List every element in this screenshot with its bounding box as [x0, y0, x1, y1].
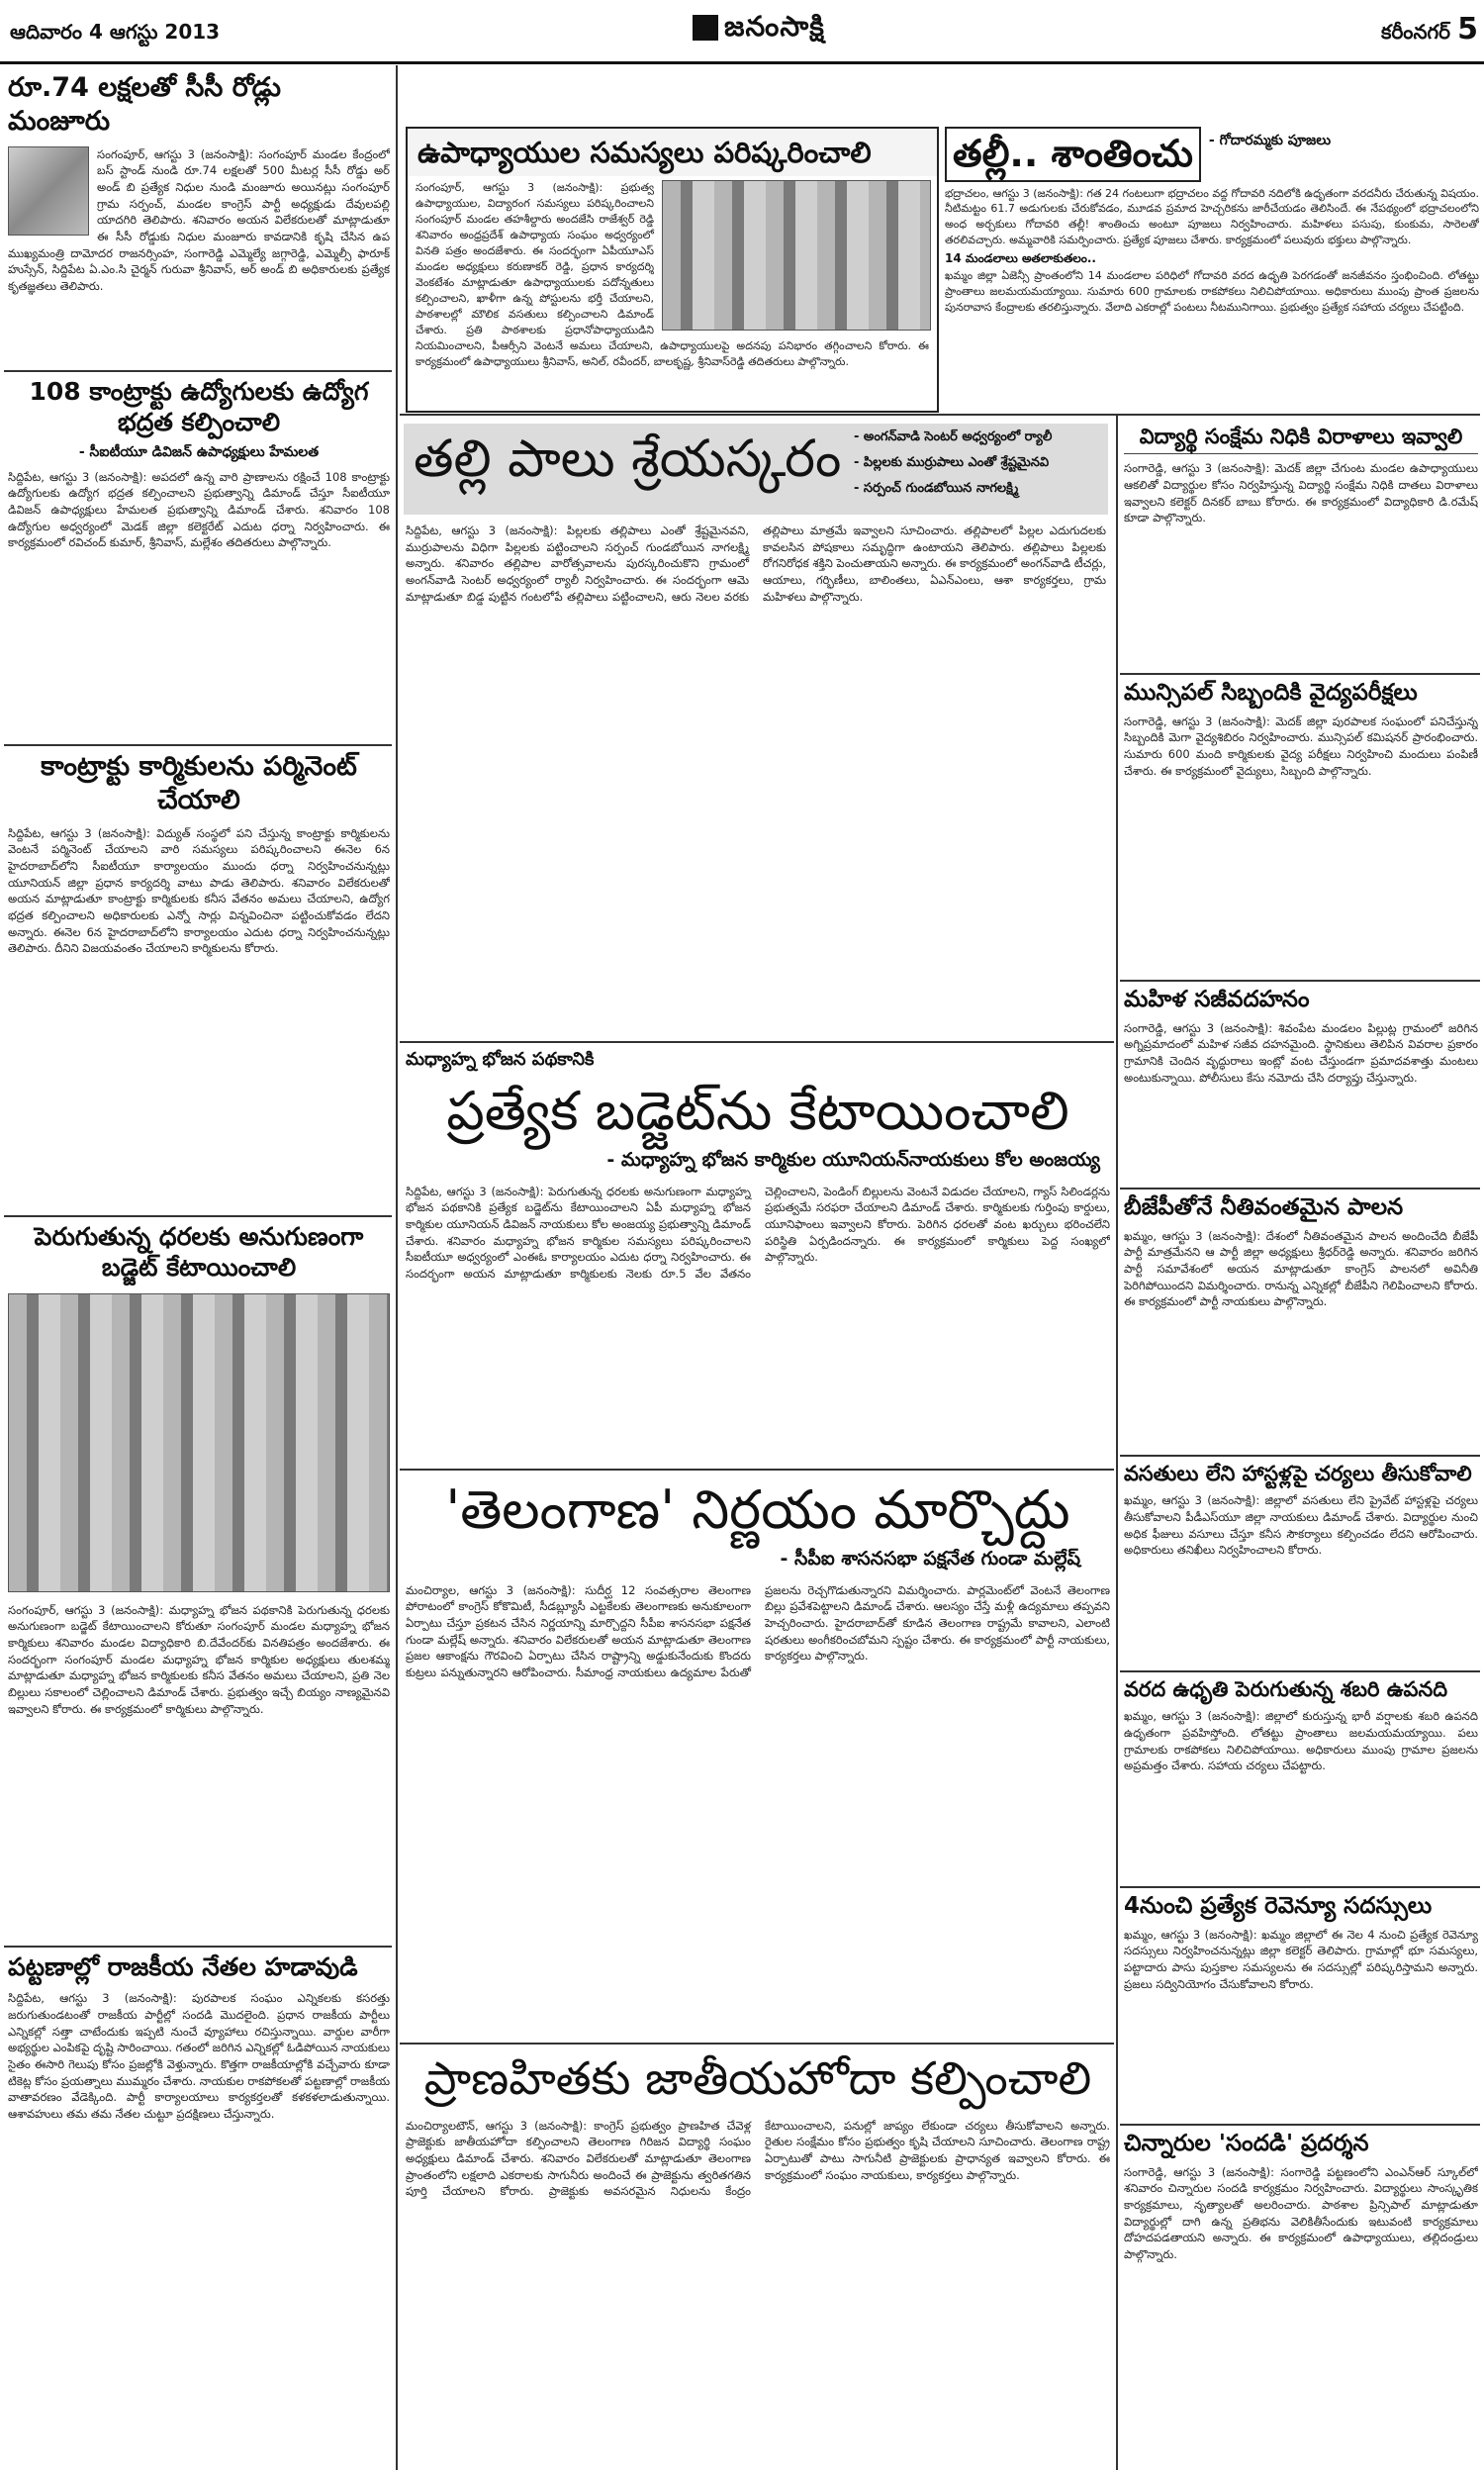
headline: వరద ఉధృతి పెరుగుతున్న శబరి ఉపనది: [1124, 1677, 1448, 1701]
headline: తల్లీ.. శాంతించు: [945, 127, 1201, 182]
subheadline: 14 మండలాలు అతలాకుతలం..: [945, 251, 1096, 266]
article-municipal-health: [1124, 679, 1478, 976]
article-body: సిద్దిపేట, ఆగస్టు 3 (జనంసాక్షి): అపదలో ఉన్న వారి ప్రాణాలను రక్షించే 108 కాంట్రాక్టు ఉద్యోగులకు ఉద్యోగ భద్రత కల్పించాలని ప్రభుత్వాన్ని డిమాండ్ చేస్తూ సీఐటీయూ డివిజన్ ఉపాధ్యక్షులు హేమలత ప్రభుత్వాన్ని డిమాండ్ చేశారు. శనివారం 108 ఉద్యోగుల అధ్వర్యంలో మెడక్ జిల్లా కలెక్టరేట్ ఎదుట ధర్నా నిర్వహించారు. ఈ కార్యక్రమంలో రవిచంద్ కుమార్, శ్రీనివాస్, మల్లేశం తదితరులు పాల్గొన్నారు.: [8, 469, 390, 550]
article-teachers: [406, 127, 939, 413]
headline: 108 కాంట్రాక్టు ఉద్యోగులకు ఉద్యోగ భద్రత కల్పించాలి: [29, 377, 369, 437]
article-body: సిద్దిపేట, ఆగస్టు 3 (జనంసాక్షి): పురపాలక సంఘం ఎన్నికలకు కసరత్తు జరుగుతుండటంతో రాజకీయ పార్టీల్లో సందడి మొదలైంది. ప్రధాన రాజకీయ పార్టీలు ఎన్నికల్లో సత్తా చాటేందుకు ఇప్పటి నుంచే వ్యూహాలు రచిస్తున్నాయి. వార్డుల వారీగా అభ్యర్థుల ఎంపికపై దృష్టి సారించాయి. గతంలో జరిగిన ఎన్నికల్లో ఓడిపోయిన నాయకులు సైతం ఈసారి గెలుపు కోసం ప్రజల్లోకి వెళ్తున్నారు. కొత్తగా రాజకీయాల్లోకి వచ్చేవారు కూడా టికెట్ల కోసం ప్రయత్నాలు ముమ్మరం చేశారు. నాయకుల రాకపోకలతో పట్టణాల్లో రాజకీయ వాతావరణం వేడెక్కింది. పార్టీ కార్యాలయాలు కార్యకర్తలతో కళకళలాడుతున్నాయి. ఆశావహులు తమ తమ నేతల చుట్టూ ప్రదక్షిణలు చేస్తున్నారు.: [8, 1991, 390, 2121]
article-body: సిద్దిపేట, ఆగస్టు 3 (జనంసాక్షి): పిల్లలకు తల్లిపాలు ఎంతో శ్రేష్టమైనవని, ముర్రుపాలను విధిగా పిల్లలకు పట్టించాలని సర్పంచ్ గుండబోయిన నాగలక్ష్మి అన్నారు. శనివారం తల్లిపాల వారోత్సవాలను పురస్కరించుకొని గ్రామంలో అంగన్‌వాడి సెంటర్ అధ్వర్యంలో ర్యాలీ నిర్వహించారు. ఈ సందర్భంగా ఆమె మాట్లాడుతూ బిడ్డ పుట్టిన గంటలోపే తల్లిపాలు పట్టించాలని, ఆరు నెలల వరకు తల్లిపాలు మాత్రమే ఇవ్వాలని సూచించారు. తల్లిపాలలో పిల్లల ఎదుగుదలకు కావలసిన పోషకాలు సమృద్ధిగా ఉంటాయని తెలిపారు. తల్లిపాలు పిల్లలకు రోగనిరోధక శక్తిని పెంచుతాయని అన్నారు. ఈ కార్యక్రమంలో అంగన్‌వాడి టీచర్లు, ఆయాలు, గర్భిణీలు, బాలింతలు, ఏఎన్ఎంలు, ఆశా కార్యకర్తలు, గ్రామ మహిళలు పాల్గొన్నారు.: [406, 523, 1106, 604]
article-pranahitha: [406, 2050, 1110, 2466]
article-body: ఖమ్మం, ఆగస్టు 3 (జనంసాక్షి): ఖమ్మం జిల్లాలో ఈ నెల 4 నుంచి ప్రత్యేక రెవెన్యూ సదస్సులు నిర్వహించనున్నట్లు జిల్లా కలెక్టర్ తెలిపారు. గ్రామాల్లో భూ సమస్యలు, పట్టాదారు పాసు పుస్తకాల సమస్యలను ఈ సదస్సుల్లో పరిష్కరిస్తామని అన్నారు. ప్రజలు సద్వినియోగం చేసుకోవాలని కోరారు.: [1124, 1927, 1478, 1991]
separator: [4, 1215, 392, 1217]
side-line: - అంగన్‌వాడి సెంటర్ అధ్వర్యంలో ర్యాలీ: [854, 429, 1053, 444]
separator: [4, 1946, 392, 1948]
separator: [1120, 1886, 1480, 1888]
masthead: [0, 0, 1484, 64]
separator: [1120, 2124, 1480, 2126]
section-name: కరీంనగర్: [1381, 20, 1450, 44]
separator: [1120, 980, 1480, 982]
headline: ప్రాణహితకు జాతీయహోదా కల్పించాలి: [423, 2051, 1092, 2105]
news-photo: [662, 180, 931, 331]
headline: పెరుగుతున్న ధరలకు అనుగుణంగా బడ్జెట్ కేటాయించాలి: [34, 1222, 364, 1283]
logo-text: జనంసాక్షి: [724, 10, 825, 43]
article-midday-budget: [406, 1049, 1110, 1465]
separator: [1120, 1188, 1480, 1189]
headline: పట్టణాల్లో రాజకీయ నేతల హడావుడి: [8, 1952, 358, 1981]
news-photo: [8, 1293, 390, 1592]
headline: 'తెలంగాణ' నిర్ణయం మార్చొద్దు: [445, 1478, 1070, 1541]
reporter-photo: [8, 146, 89, 236]
headline: మున్సిపల్ సిబ్బందికి వైద్యపరీక్షలు: [1124, 680, 1418, 706]
headline: విద్యార్థి సంక్షేమ నిధికి విరాళాలు ఇవ్వాలి: [1124, 424, 1478, 454]
page-number: 5: [1457, 12, 1478, 47]
kicker: మధ్యాహ్న భోజన పథకానికి: [406, 1049, 595, 1070]
article-revenue-sadassu: [1124, 1892, 1478, 2120]
article-budget-prices: [8, 1221, 390, 1944]
article-body: ఖమ్మం, ఆగస్టు 3 (జనంసాక్షి): జిల్లాలో వసతులు లేని ప్రైవేట్ హాస్టళ్లపై చర్యలు తీసుకోవాలని పీడీఎస్‌యూ జిల్లా నాయకులు డిమాండ్ చేశారు. విద్యార్థుల నుంచి అధిక ఫీజులు వసూలు చేస్తూ కనీస సౌకర్యాలు కల్పించడం లేదని ఆరోపించారు. అధికారులు తనిఖీలు నిర్వహించాలని కోరారు.: [1124, 1493, 1478, 1558]
article-body: మంచిర్యాల, ఆగస్టు 3 (జనంసాక్షి): సుదీర్ఘ 12 సంవత్సరాల తెలంగాణ పోరాటంలో కాంగ్రెస్ కోకొమిటీ, సీడబ్ల్యూసీ ఎట్టకేలకు తెలంగాణకు అనుకూలంగా ఏర్పాటు చేస్తూ ప్రకటన చేసిన నిర్ణయాన్ని మార్చొద్దని సీపీఐ శాసనసభా పక్షనేత గుండా మల్లేష్ అన్నారు. శనివారం విలేకరులతో అయన మాట్లాడుతూ తెలంగాణ ప్రజల ఆకాంక్షను గౌరవించి ఏర్పాటు చేసిన రాష్ట్రాన్ని అడ్డుకునేందుకు కొందరు కుట్రలు పన్నుతున్నారని ఆరోపించారు. సీమాంధ్ర నాయకులు ఉద్యమాల పేరుతో ప్రజలను రెచ్చగొడుతున్నారని విమర్శించారు. పార్లమెంట్‌లో వెంటనే తెలంగాణ బిల్లు ప్రవేశపెట్టాలని డిమాండ్ చేశారు. ఆలస్యం చేస్తే మళ్లీ ఉద్యమాలు తప్పవని హెచ్చరించారు. హైదరాబాద్‌తో కూడిన తెలంగాణ రాష్ట్రమే కావాలని, ఎలాంటి షరతులు అంగీకరించబోమని స్పష్టం చేశారు. ఈ కార్యక్రమంలో పార్టీ నాయకులు, కార్యకర్తలు పాల్గొన్నారు.: [406, 1582, 1110, 1679]
separator: [400, 2043, 1114, 2045]
logo-icon: [693, 15, 718, 41]
separator: [1120, 1455, 1480, 1457]
newspaper-logo: [693, 10, 825, 49]
article-108-contract: [8, 376, 390, 742]
headline: కాంట్రాక్టు కార్మికులను పర్మినెంట్ చేయాలి: [41, 751, 357, 815]
article-women: [1124, 986, 1478, 1184]
article-body: సంగంపూర్, ఆగస్టు 3 (జనంసాక్షి): మధ్యాహ్న భోజన పథకానికి పెరుగుతున్న ధరలకు అనుగుణంగా బడ్జెట్ కేటాయించాలని కోరుతూ సంగంపూర్ మండల మధ్యాహ్న భోజన కార్మికులు శనివారం మండల విద్యాధికారి బి.దేవేందర్‌కు వినతిపత్రం అందజేశారు. ఈ సందర్భంగా సంగంపూర్ మండల మధ్యాహ్న భోజన కార్మికుల అధ్యక్షులు తులశమ్మ మాట్లాడుతూ మధ్యాహ్న భోజన కార్మికులకు కనీస వేతనం అమలు చేయాలని, ప్రతి నెల బిల్లులు సకాలంలో చెల్లించాలని డిమాండ్ చేశారు. ప్రభుత్వం ఇచ్చే బియ్యం నాణ్యమైనవి ఇవ్వాలని కోరారు. ఈ కార్యక్రమంలో కార్మికులు పాల్గొన్నారు.: [8, 1602, 390, 1716]
side-line: - సర్పంచ్ గుండబోయిన నాగలక్ష్మి: [854, 481, 1019, 496]
separator: [1120, 673, 1480, 675]
article-body: ఖమ్మం, ఆగస్టు 3 (జనంసాక్షి): దేశంలో నీతివంతమైన పాలన అందించేది బీజేపీ పార్టీ మాత్రమేనని ఆ పార్టీ జిల్లా అధ్యక్షులు శ్రీధర్‌రెడ్డి అన్నారు. శనివారం జరిగిన పార్టీ సమావేశంలో అయన మాట్లాడుతూ కాంగ్రెస్ పాలనలో అవినీతి పెరిగిపోయిందని విమర్శించారు. రానున్న ఎన్నికల్లో బీజేపీని గెలిపించాలని కోరారు. ఈ కార్యక్రమంలో పార్టీ నాయకులు పాల్గొన్నారు.: [1124, 1228, 1478, 1309]
separator: [400, 1469, 1114, 1471]
article-body: సిద్దిపేట, ఆగస్టు 3 (జనంసాక్షి): విద్యుత్ సంస్థలో పని చేస్తున్న కాంట్రాక్టు కార్మికులను వెంటనే పర్మినెంట్ చేయాలని వారి సమస్యలు పరిష్కరించాలని ఈనెల 6న హైదరాబాద్‌లోని సీఐటీయూ కార్యాలయం ముందు ధర్నా నిర్వహించనున్నట్లు యూనియన్ జిల్లా ప్రధాన కార్యదర్శి వాటు పాడు తెలిపారు. శనివారం విలేకరులతో అయన మాట్లాడుతూ కాంట్రాక్టు కార్మికులకు కనీస వేతనం అమలు చేయాలని, ఉద్యోగ భద్రత కల్పించాలని అధికారులకు ఎన్నో సార్లు విన్నవించినా పట్టించుకోవడం లేదని అన్నారు. ఈనెల 6న హైదరాబాద్‌లోని కార్యాలయం ఎదుట ధర్నా నిర్వహించనున్నట్లు తెలిపారు. దీనిని విజయవంతం చేయాలని కార్మికులను కోరారు.: [8, 825, 390, 956]
article-body: సంగారెడ్డి, ఆగస్టు 3 (జనంసాక్షి): మెదక్ జిల్లా చేగుంట మండల ఉపాధ్యాయులు ఆకలితో విద్యార్థుల కోసం నిర్వహిస్తున్న విద్యార్థి సంక్షేమ నిధికి దాతలు విరాళాలు ఇవ్వాలని కలెక్టర్ దినకర్ బాబు కోరారు. ఈ కార్యక్రమంలో విద్యాధికారి డి.రమేష్ కూడా పాల్గొన్నారు.: [1124, 461, 1478, 525]
headline: 4నుంచి ప్రత్యేక రెవెన్యూ సదస్సులు: [1124, 1893, 1433, 1919]
article-hostels: [1124, 1461, 1478, 1666]
article-body: మంచిర్యాలటౌన్, ఆగస్టు 3 (జనంసాక్షి): కాంగ్రెస్ ప్రభుత్వం ప్రాణహిత చేవెళ్ల ప్రాజెక్టుకు జాతీయహోదా కల్పించాలని తెలంగాణ గిరిజన విద్యార్థి సంఘం అధ్యక్షులు డిమాండ్ చేశారు. శనివారం విలేకరులతో మాట్లాడుతూ తెలంగాణ ప్రాంతంలోని లక్షలాది ఎకరాలకు సాగునీరు అందించే ఈ ప్రాజెక్టును త్వరితగతిన పూర్తి చేయాలని కోరారు. ప్రాజెక్టుకు అవసరమైన నిధులను కేంద్రం కేటాయించాలని, పనుల్లో జాప్యం లేకుండా చర్యలు తీసుకోవాలని అన్నారు. రైతుల సంక్షేమం కోసం ప్రభుత్వం కృషి చేయాలని సూచించారు. తెలంగాణ రాష్ట్ర ఏర్పాటుతో పాటు సాగునీటి ప్రాజెక్టులకు ప్రాధాన్యత ఇవ్వాలని కోరారు. ఈ కార్యక్రమంలో సంఘం నాయకులు, కార్యకర్తలు పాల్గొన్నారు.: [406, 2118, 1110, 2199]
headline: తల్లి పాలు శ్రేయస్కరం: [414, 429, 842, 489]
article-politics-towns: [8, 1951, 390, 2466]
headline: మహిళ సజీవదహనం: [1124, 987, 1310, 1012]
article-mother-calm: [945, 127, 1479, 409]
article-telangana: [406, 1476, 1110, 2041]
article-body: సంగంపూర్, ఆగస్టు 3 (జనంసాక్షి): సంగంపూర్ మండల కేంద్రంలో బస్ స్టాండ్ నుండి రూ.74 లక్షలతో 500 మీటర్ల సీసీ రోడ్డు అర్ అండ్ బి ప్రత్యేక నిధుల నుండి మంజూరు అయినట్లు సంగంపూర్ గ్రామ సర్పంచ్, మండల కాంగ్రెస్ పార్టీ అధ్యక్షుడు దేవులపల్లి యాదగిరి తెలిపారు. శనివారం అయన విలేకరులతో మాట్లాడుతూ ఈ సీసీ రోడ్డుకు నిధుల మంజూరు కావడానికి కృషి చేసిన ఉప ముఖ్యమంత్రి దామోదర రాజనర్సింహ, సంగారెడ్డి ఎమ్మెల్యే జగ్గారెడ్డి, ఎమ్మెల్సీ ఫారూక్ హుస్సేన్, సిద్దిపేట ఏ.ఎం.సి చైర్మన్ గురువా శ్రీనివాస్, అర్ అండ్ బి అధికారులకు ప్రత్యేక కృతజ్ఞతలు తెలిపారు.: [8, 146, 390, 293]
column-divider: [396, 65, 398, 2470]
headline: వసతులు లేని హాస్టళ్లపై చర్యలు తీసుకోవాలి: [1124, 1462, 1472, 1485]
issue-date: ఆదివారం 4 ఆగస్టు 2013: [10, 20, 221, 44]
subheadline: - మధ్యాహ్న భోజన కార్మికుల యూనియన్‌నాయకులు కోల అంజయ్య: [606, 1148, 1100, 1171]
separator: [400, 1041, 1114, 1043]
article-body: సంగంపూర్, ఆగస్టు 3 (జనంసాక్షి): ప్రభుత్వ ఉపాధ్యాయుల, విద్యారంగ సమస్యలు పరిష్కరించాలని సంగంపూర్ మండల తహశీల్దారు అందజేసి రాజేశ్వర్ రెడ్డి శనివారం అంధ్రప్రదేశ్ ఉపాధ్యాయ సంఘం అధ్వర్యంలో వినతి పత్రం అందజేశారు. ఈ సందర్భంగా ఏపీయూఎస్ మండల అధ్యక్షులు కరుణాకర్ రెడ్డి, ప్రధాన కార్యదర్శి వెంకటేశం మాట్లాడుతూ ఉపాధ్యాయులకు పదోన్నతులు కల్పించాలని, ఖాళీగా ఉన్న పోస్టులను భర్తీ చేయాలని, పాఠశాలల్లో మౌలిక వసతులు కల్పించాలని డిమాండ్ చేశారు. ప్రతి పాఠశాలకు ప్రధానోపాధ్యాయుడిని నియమించాలని, పీఆర్సీని వెంటనే అమలు చేయాలని, ఉపాధ్యాయులపై అదనపు పనిభారం తగ్గించాలని కోరారు. ఈ కార్యక్రమంలో ఉపాధ్యాయులు శ్రీనివాస్, అనిల్, రవీందర్, బాలకృష్ణ, శ్రీనివాస్‌రెడ్డి తదితరులు పాల్గొన్నారు.: [416, 181, 929, 368]
headline: ప్రత్యేక బడ్జెట్‌ను కేటాయించాలి: [446, 1080, 1069, 1142]
column-divider: [1116, 416, 1118, 2470]
separator: [400, 414, 1480, 416]
article-cc-roads: [8, 71, 390, 368]
article-body: ఖమ్మం, ఆగస్టు 3 (జనంసాక్షి): జిల్లాలో కురుస్తున్న భారీ వర్షాలకు శబరి ఉపనది ఉధృతంగా ప్రవహిస్తోంది. లోతట్టు ప్రాంతాలు జలమయమయ్యాయి. పలు గ్రామాలకు రాకపోకలు నిలిచిపోయాయి. అధికారులు ముంపు గ్రామాల ప్రజలను అప్రమత్తం చేశారు. సహాయ చర్యలు చేపట్టారు.: [1124, 1709, 1478, 1773]
article-body: సిద్దిపేట, ఆగస్టు 3 (జనంసాక్షి): పెరుగుతున్న ధరలకు అనుగుణంగా మధ్యాహ్న భోజన పథకానికి ప్రత్యేక బడ్జెట్‌ను కేటాయించాలని ఏపీ మధ్యాహ్న భోజన కార్మికుల యూనియన్ డివిజన్ నాయకులు కోల అంజయ్య ప్రభుత్వాన్ని డిమాండ్ చేశారు. శనివారం మధ్యాహ్న భోజన కార్మికుల సమస్యలు పరిష్కరించాలని సీఐటీయూ అధ్వర్యంలో ఎంఈఓ కార్యాలయం ఎదుట ధర్నా నిర్వహించారు. ఈ సందర్భంగా అయన మాట్లాడుతూ కార్మికులకు నెలకు రూ.5 వేల వేతనం చెల్లించాలని, పెండింగ్ బిల్లులను వెంటనే విడుదల చేయాలని, గ్యాస్ సిలిండర్లను ప్రభుత్వమే సరఫరా చేయాలని డిమాండ్ చేశారు. కార్మికులకు గుర్తింపు కార్డులు, యూనిఫాంలు ఇవ్వాలని కోరారు. పెరిగిన ధరలతో వంట ఖర్చులు భరించలేని పరిస్థితి ఏర్పడిందన్నారు. ఈ కార్యక్రమంలో కార్మికులు పెద్ద సంఖ్యలో పాల్గొన్నారు.: [406, 1184, 1110, 1281]
separator: [1120, 1670, 1480, 1672]
headline: రూ.74 లక్షలతో సీసీ రోడ్లు మంజూరు: [8, 72, 281, 137]
article-contract-permanent: [8, 750, 390, 1215]
article-sandadi: [1124, 2130, 1478, 2466]
subheadline: - సీఐటీయూ డివిజన్ ఉపాధ్యక్షులు హేమలత: [78, 443, 320, 460]
article-flood-sabari: [1124, 1676, 1478, 1882]
article-body: సంగారెడ్డి, ఆగస్టు 3 (జనంసాక్షి): మెదక్ జిల్లా పురపాలక సంఘంలో పనిచేస్తున్న సిబ్బందికి మెగా వైద్యశిబిరం నిర్వహించారు. మున్సిపల్ కమిషనర్ ప్రారంభించారు. సుమారు 600 మంది కార్మికులకు వైద్య పరీక్షలు నిర్వహించి మందులు పంపిణీ చేశారు. ఈ కార్యక్రమంలో వైద్యులు, సిబ్బంది పాల్గొన్నారు.: [1124, 714, 1478, 778]
subheadline: - సీపీఐ శాసనసభా పక్షనేత గుండా మల్లేష్: [780, 1547, 1080, 1570]
side-line: - పిల్లలకు ముర్రుపాలు ఎంతో శ్రేష్టమైనవి: [854, 455, 1050, 470]
headline: ఉపాధ్యాయుల సమస్యలు పరిష్కరించాలి: [408, 129, 937, 176]
article-scholarship: [1124, 424, 1478, 671]
separator: [4, 744, 392, 746]
kicker: - గోదారమ్మకు పూజలు: [1208, 133, 1332, 148]
article-body: భద్రాచలం, ఆగస్టు 3 (జనంసాక్షి): గత 24 గంటలుగా భద్రాచలం వద్ద గోదావరి నదిలోకి ఉధృతంగా వరదనీరు చేరుతున్న విషయం. నీటిమట్టం 61.7 అడుగులకు చేరుకోవడం, మూడవ ప్రమాద హెచ్చరికను జారీచేయడం తెలిసిందే. ఈ నేపథ్యంలో భద్రాచలంలోని అంధ అర్చకులు గోదావరి తల్లీ! శాంతించు అంటూ పూజలు నిర్వహించారు. మహిళలు పసుపు, కుంకుమ, సారెలతో తరలివచ్చారు. అమ్మవారికి సమర్పించారు. ప్రత్యేక పూజలు చేశారు. కార్యక్రమంలో పలువురు భక్తులు పాల్గొన్నారు.: [945, 186, 1479, 247]
article-body: సంగారెడ్డి, ఆగస్టు 3 (జనంసాక్షి): సంగారెడ్డి పట్టణంలోని ఎంఎన్ఆర్ స్కూల్‌లో శనివారం చిన్నారుల సందడి కార్యక్రమం నిర్వహించారు. విద్యార్థులు సాంస్కృతిక కార్యక్రమాలు, నృత్యాలతో అలరించారు. పాఠశాల ప్రిన్సిపాల్ మాట్లాడుతూ విద్యార్థుల్లో దాగి ఉన్న ప్రతిభను వెలికితీసేందుకు ఇటువంటి కార్యక్రమాలు దోహదపడతాయని అన్నారు. ఈ కార్యక్రమంలో ఉపాధ్యాయులు, తల్లిదండ్రులు పాల్గొన్నారు.: [1124, 2164, 1478, 2262]
headline: చిన్నారుల 'సందడి' ప్రదర్శన: [1124, 2131, 1369, 2156]
article-body-2: ఖమ్మం జిల్లా ఏజెన్సీ ప్రాంతంలోని 14 మండలాల పరిధిలో గోదావరి వరద ఉధృతి పెరగడంతో జనజీవనం స్తంభించింది. లోతట్టు ప్రాంతాలు జలమయమయ్యాయి. సుమారు 600 గ్రామాలకు రాకపోకలు నిలిచిపోయాయి. అధికారులు ముంపు ప్రాంత ప్రజలను పునరావాస కేంద్రాలకు తరలిస్తున్నారు. వేలాది ఎకరాల్లో పంటలు నీటమునిగాయి. ప్రభుత్వం ప్రత్యేక సహాయ చర్యలు చేపట్టింది.: [945, 269, 1479, 315]
mothers-milk-header: [404, 424, 1108, 515]
article-body: సంగారెడ్డి, ఆగస్టు 3 (జనంసాక్షి): శివంపేట మండలం పిల్లుట్ల గ్రామంలో జరిగిన అగ్నిప్రమాదంలో మహిళ సజీవ దహనమైంది. స్థానికులు తెలిపిన వివరాల ప్రకారం గ్రామానికి చెందిన వృద్ధురాలు ఇంట్లో వంట చేస్తుండగా ప్రమాదవశాత్తు మంటలు అంటుకున్నాయి. పోలీసులు కేసు నమోదు చేసి దర్యాప్తు చేస్తున్నారు.: [1124, 1020, 1478, 1085]
article-bjp-rule: [1124, 1193, 1478, 1451]
separator: [4, 370, 392, 372]
side-lines: [854, 429, 1101, 499]
headline: బీజేపీతోనే నీతివంతమైన పాలన: [1124, 1194, 1404, 1220]
